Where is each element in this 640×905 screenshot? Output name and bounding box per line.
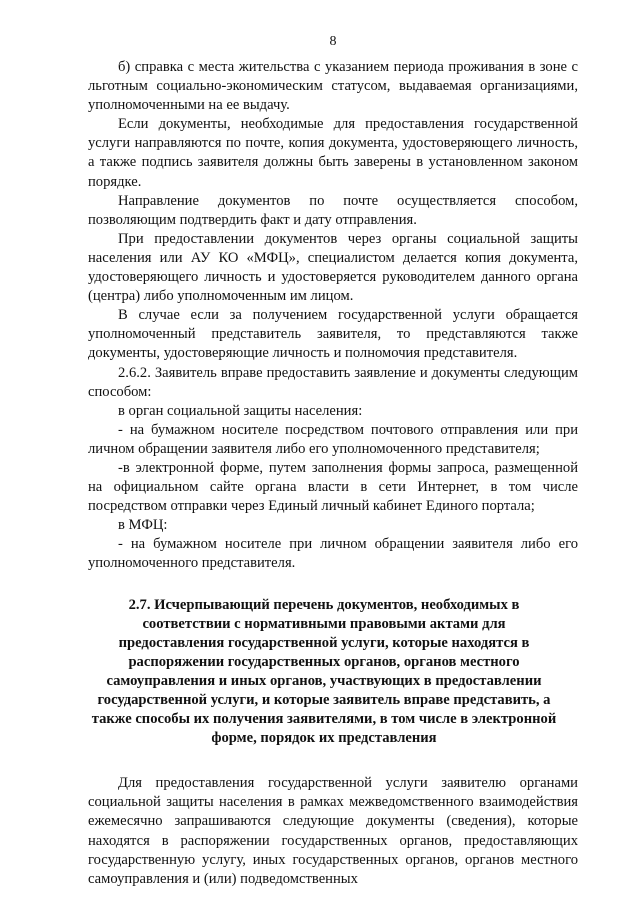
paragraph-residence-certificate: б) справка с места жительства с указанием периода проживания в зоне с льготным социально-экономическим статусом, выдаваемая организациями, уполномоченными на ее выдачу. [88, 59, 578, 114]
list-item-electronic: -в электронной форме, путем заполнения формы запроса, размещенной на официальном сайте органа власти в сети Интернет, в том числе посредством отправки через Единый личный кабинет Единого портала; [88, 459, 578, 515]
list-item-mfc-paper: - на бумажном носителе при личном обращении заявителя либо его уполномоченного представителя. [88, 536, 578, 572]
paragraph-interagency: Для предоставления государственной услуги заявителю органами социальной защиты населения в рамках межведомственного взаимодействия ежемесячно запрашиваются следующие документы (сведения), которые находятся в распоряжении государственных органов, предоставляющих государственную услугу, иных государственных органов, органов местного самоуправления и (или) подведомственных [88, 775, 578, 887]
list-item-paper: - на бумажном носителе посредством почтового отправления или при личном обращении заявителя либо его уполномоченного представителя; [88, 421, 578, 457]
paragraph-postal-documents: Если документы, необходимые для предоставления государственной услуги направляются по почте, копия документа, удостоверяющего личность, а также подпись заявителя должны быть заверены в установленном законом порядке. [88, 116, 578, 190]
document-body [88, 58, 578, 889]
paragraph-mfc-copies: При предоставлении документов через органы социальной защиты населения или АУ КО «МФЦ», специалистом делается копия документа, удостоверяющего личность и удостоверяется руководителем данного органа (центра) либо уполномоченным им лицом. [88, 230, 578, 305]
paragraph-postal-method: Направление документов по почте осуществляется способом, позволяющим подтвердить факт и дату отправления. [88, 192, 578, 228]
paragraph-mfc: в МФЦ: [118, 517, 168, 534]
section-heading-2-7: 2.7. Исчерпывающий перечень документов, необходимых в соответствии с нормативными правовыми актами для предоставления государственной услуги, которые находятся в распоряжении государственных органов, органов местного самоуправления и иных органов, участвующих в предоставлении государственной услуги, и которые заявитель вправе представить, а также способы их получения заявителями, в том числе в электронной форме, порядок их представления [91, 596, 557, 747]
paragraph-representative: В случае если за получением государственной услуги обращается уполномоченный представитель заявителя, то представляются также документы, удостоверяющие личность и полномочия представителя. [88, 307, 578, 362]
paragraph-2-6-2: 2.6.2. Заявитель вправе предоставить заявление и документы следующим способом: [88, 364, 578, 400]
page-number: 8 [329, 34, 337, 49]
paragraph-social-protection: в орган социальной защиты населения: [118, 402, 363, 419]
